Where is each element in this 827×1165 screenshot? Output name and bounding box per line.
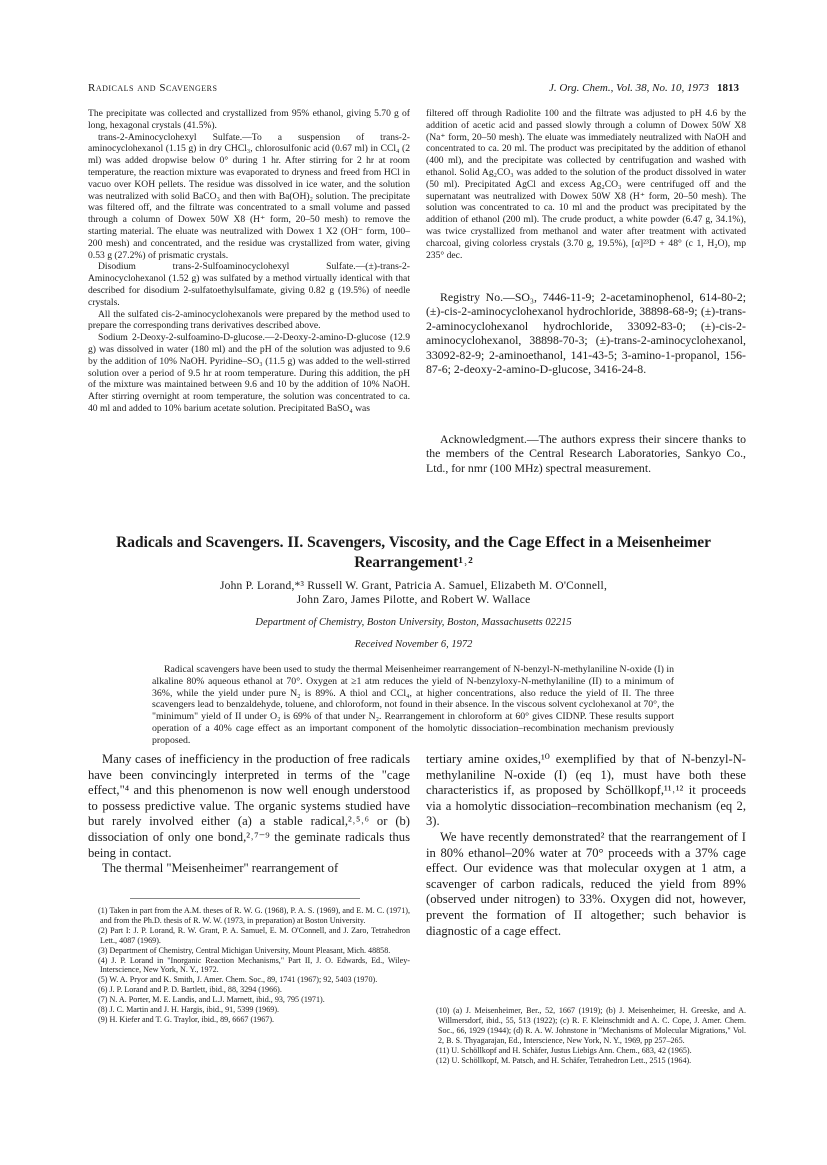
footnote: (10) (a) J. Meisenheimer, Ber., 52, 1667 (1919); (b) J. Meisenheimer, H. Greeske, and A. Willmersdorf, ibid., 55, 513 (1922); (c) R. F. Kleinschmidt and A. C. Cope, J. Amer. Chem. Soc., 66, 1929 (1944); (d) R. A. W. Johnstone in "Mechanisms of Molecular Migrations," Vol. 2, B. S. Thyagarajan, Ed., Interscience, New York, N. Y., 1969, pp 257–265. <box>436 1006 746 1045</box>
footnote: (11) U. Schöllkopf and H. Schäfer, Justus Liebigs Ann. Chem., 683, 42 (1965). <box>436 1045 692 1055</box>
running-header <box>88 82 739 98</box>
experimental-left-column <box>88 108 410 415</box>
experimental-paragraph: Sodium 2-Deoxy-2-sulfoamino-D-glucose.—2-Deoxy-2-amino-D-glucose (12.9 g) was dissolved in water (180 ml) and the pH of the solution was adjusted to 9.6 by the addition of 10% NaOH. Pyridine–SO₃ (11.5 g) was added to the well-stirred solution over a period of 9.5 hr at room temperature. During this addition, the pH of the mixture was maintained between 9.6 and 10 by the addition of 10% NaOH. After stirring overnight at room temperature, the solution was concentrated to ca. 40 ml and added to 10% barium acetate solution. Precipitated BaSO₄ was <box>88 332 410 414</box>
footnote: (7) N. A. Porter, M. E. Landis, and L.J. Marnett, ibid., 93, 795 (1971). <box>98 995 325 1005</box>
footnote: (2) Part I: J. P. Lorand, R. W. Grant, P. A. Samuel, E. M. O'Connell, and J. Zaro, Tetrahedron Lett., 4087 (1969). <box>98 925 410 945</box>
body-left-column <box>88 752 410 877</box>
experimental-paragraph: Disodium trans-2-Sulfoaminocyclohexyl Sulfate.—(±)-trans-2-Aminocyclohexanol (1.52 g) was sulfated by a method virtually identical with that described for disodium 2-sulfatoethylsulfamate, giving 0.82 g (19.5%) of needle crystals. <box>88 261 410 308</box>
footnotes-left <box>88 906 410 1025</box>
footnote: (9) H. Kiefer and T. G. Traylor, ibid., 89, 6667 (1967). <box>98 1014 275 1024</box>
footnote: (5) W. A. Pryor and K. Smith, J. Amer. Chem. Soc., 89, 1741 (1967); 92, 5403 (1970). <box>98 975 378 985</box>
footnote: (8) J. C. Martin and J. H. Hargis, ibid., 91, 5399 (1969). <box>98 1005 280 1015</box>
experimental-paragraph: The precipitate was collected and crystallized from 95% ethanol, giving 5.70 g of long, hexagonal crystals (41.5%). <box>88 108 410 131</box>
registry-numbers: Registry No.—SO₃, 7446-11-9; 2-acetaminophenol, 614-80-2; (±)-cis-2-aminocyclohexanol hydrochloride, 38898-68-9; (±)-trans-2-aminocyclohexanol hydrochloride, 33092-83-0; (±)-cis-2-aminocyclohexanol, 38898-70-3; (±)-trans-2-aminocyclohexanol, 33092-82-9; 2-aminoethanol, 141-43-5; 3-amino-1-propanol, 156-87-6; 2-deoxy-2-amino-D-glucose, 3416-24-8. <box>426 290 746 377</box>
footnotes-right <box>426 1006 746 1065</box>
abstract: Radical scavengers have been used to study the thermal Meisenheimer rearrangement of N-benzyl-N-methylaniline N-oxide (I) in alkaline 80% aqueous ethanol at 70°. Oxygen at ≥1 atm reduces the yield of N-benzyloxy-N-methylaniline (II) to a minimum of 36%, while the yield under pure N₂ is 89%. A thiol and CCl₄, at higher concentrations, also reduce the yield of II. The three scavengers lead to benzaldehyde, toluene, and chloroform, not found in their absence. In the viscous solvent cyclohexanol at 70°, the "minimum" yield of II under O₂ is 69% of that under N₂. Rearrangement in chloroform at 60° gives CIDNP. These results support operation of a 40% cage effect as an important component of the homolytic dissociation–recombination mechanism previously proposed. <box>152 664 674 746</box>
body-paragraph: The thermal "Meisenheimer" rearrangement of <box>102 861 339 876</box>
authors-line-1: John P. Lorand,*³ Russell W. Grant, Patricia A. Samuel, Elizabeth M. O'Connell, <box>219 580 608 592</box>
footnote: (6) J. P. Lorand and P. D. Bartlett, ibid., 88, 3294 (1966). <box>98 985 282 995</box>
experimental-right-column <box>426 108 746 261</box>
experimental-paragraph: All the sulfated cis-2-aminocyclohexanols were prepared by the method used to prepare the corresponding trans derivatives described above. <box>88 308 410 332</box>
page-number: 1813 <box>717 82 739 94</box>
affiliation: Department of Chemistry, Boston University, Boston, Massachusetts 02215 <box>255 617 572 628</box>
journal-citation: J. Org. Chem., Vol. 38, No. 10, 1973 1813 <box>548 82 739 94</box>
acknowledgment: Acknowledgment.—The authors express their sincere thanks to the members of the Central Research Laboratories, Sankyo Co., Ltd., for nmr (100 MHz) spectral measurement. <box>426 432 746 475</box>
author-list <box>60 579 767 607</box>
footnote: (3) Department of Chemistry, Central Michigan University, Mount Pleasant, Mich. 48858. <box>98 945 391 955</box>
experimental-paragraph: trans-2-Aminocyclohexyl Sulfate.—To a suspension of trans-2-aminocyclohexanol (1.15 g) in dry CHCl₃, chlorosulfonic acid (0.67 ml) in CCl₄ (2 ml) was added dropwise below 0° during 1 hr. After stirring for 2 hr at room temperature, the reaction mixture was evaporated to dryness and freed from HCl in vacuo over KOH pellets. The residue was dissolved in ice water, and the solution was neutralized with solid BaCO₃ and then with Ba(OH)₂ solution. The precipitate was filtered off, and the filtrate was concentrated to a small volume and passed through a column of Dowex 50W X8 (H⁺ form, 20–50 mesh) to remove the starting material. The eluate was neutralized with Dowex 1 X2 (OH⁻ form, 100–200 mesh) and concentrated, and the residue was crystallized from water, giving 0.53 g (27.2%) of prismatic crystals. <box>88 131 410 261</box>
footnote: (12) U. Schöllkopf, M. Patsch, and H. Schäfer, Tetrahedron Lett., 2515 (1964). <box>436 1055 692 1065</box>
footnote-rule <box>130 898 360 899</box>
body-paragraph: tertiary amine oxides,¹⁰ exemplified by that of N-benzyl-N-methylaniline N-oxide (I) (eq 1), must have both these characteristics if, as proposed by Schöllkopf,¹¹˒¹² it proceeds via a homolytic dissociation–recombination mechanism (eq 2, 3). <box>426 752 746 829</box>
body-paragraph: We have recently demonstrated² that the rearrangement of I in 80% ethanol–20% water at 70° proceeds with a 37% cage effect. Our evidence was that molecular oxygen at 1 atm, a scavenger of carbon radicals, reduced the yield from 89% (observed under nitrogen) to 33%. Oxygen did not, however, prevent the formation of II altogether; such behavior is diagnostic of a cage effect. <box>426 829 746 938</box>
body-right-column <box>426 752 746 939</box>
footnote: (1) Taken in part from the A.M. theses of R. W. G. (1968), P. A. S. (1969), and E. M. C. (1971), and from the Ph.D. thesis of R. W. W. (1973, in preparation) at Boston University. <box>98 906 410 925</box>
running-title: Radicals and Scavengers <box>88 82 218 94</box>
article-title: Radicals and Scavengers. II. Scavengers, Viscosity, and the Cage Effect in a Meisenheimer Rearrangement¹˒² <box>116 534 711 571</box>
body-paragraph: Many cases of inefficiency in the production of free radicals have been convincingly interpreted in terms of the "cage effect,"⁴ and this phenomenon is now well enough understood to possess predictive value. The organic systems studied have but rarely involved either (a) a stable radical,²˒⁵˒⁶ or (b) dissociation of only one bond,²˒⁷⁻⁹ the geminate radicals thus being in contact. <box>88 752 410 860</box>
experimental-paragraph: filtered off through Radiolite 100 and the filtrate was adjusted to pH 4.6 by the addition of acetic acid and passed slowly through a column of Dowex 50W X8 (Na⁺ form, 20–50 mesh). The eluate was immediately neutralized with NaOH and concentrated to ca. 20 ml. The product was precipitated by the addition of ethanol (400 ml), and the precipitate was collected by centrifugation and washed with ethanol. Solid Ag₂CO₃ was added to the solution of the product dissolved in water (50 ml). Precipitated AgCl and excess Ag₂CO₃ were centrifuged off and the supernatant was neutralized with Dowex 50W X8 (H⁺ form, 20–50 mesh). The solution was concentrated to ca. 10 ml and the product was precipitated by the addition of ethanol (200 ml). The crude product, a white powder (6.47 g, 34.1%), was twice crystallized from methanol and water after treatment with activated charcoal, giving colorless crystals (3.70 g, 19.5%), [α]²³D + 48° (c 1, H₂O), mp 235° dec. <box>426 108 746 261</box>
footnote: (4) J. P. Lorand in "Inorganic Reaction Mechanisms," Part II, J. O. Edwards, Ed., Wiley-Interscience, New York, N. Y., 1972. <box>98 955 410 975</box>
received-date: Received November 6, 1972 <box>354 639 473 650</box>
authors-line-2: John Zaro, James Pilotte, and Robert W. Wallace <box>296 594 531 606</box>
